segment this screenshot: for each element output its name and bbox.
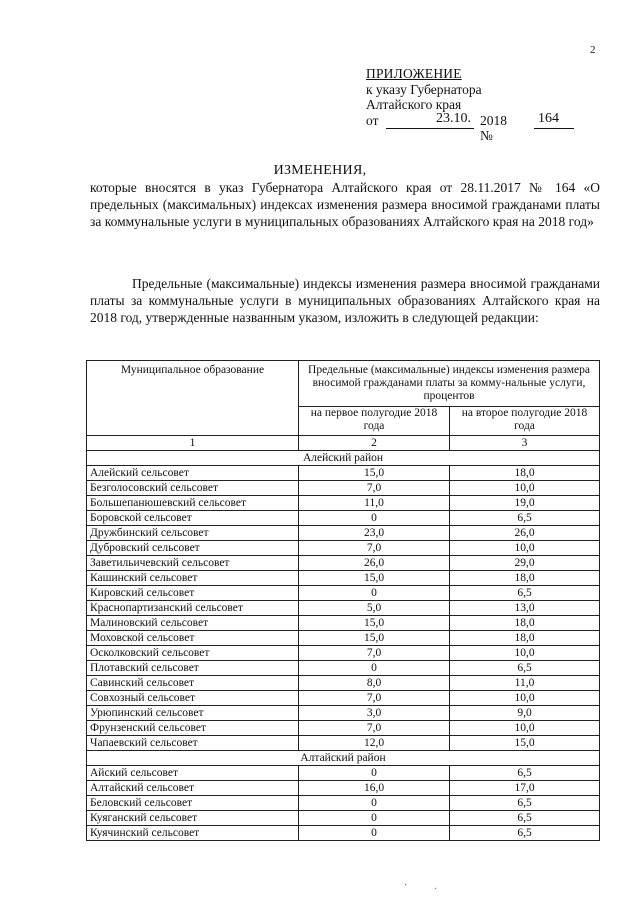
region-name: Алейский район (87, 451, 600, 466)
municipality-name: Кировский сельсовет (87, 586, 299, 601)
second-half-value: 6,5 (450, 511, 600, 526)
table-row (87, 796, 600, 811)
first-half-value: 16,0 (299, 781, 450, 796)
second-half-value: 15,0 (450, 736, 600, 751)
first-half-value: 3,0 (299, 706, 450, 721)
table-row (87, 661, 600, 676)
municipality-name: Малиновский сельсовет (87, 616, 299, 631)
header-first-half: на первое полугодие 2018 года (299, 407, 450, 436)
appendix-line-2: Алтайского края (366, 97, 462, 112)
table-row (87, 616, 600, 631)
first-half-value: 7,0 (299, 541, 450, 556)
table-row (87, 466, 600, 481)
municipality-name: Краснопартизанский сельсовет (87, 601, 299, 616)
first-half-value: 15,0 (299, 616, 450, 631)
second-half-value: 18,0 (450, 616, 600, 631)
table-row (87, 511, 600, 526)
first-half-value: 0 (299, 796, 450, 811)
scan-mark: · (404, 880, 408, 891)
second-half-value: 18,0 (450, 631, 600, 646)
year-label: 2018 № (480, 112, 507, 143)
table-row (87, 721, 600, 736)
municipality-name: Боровской сельсовет (87, 511, 299, 526)
decree-date: 23.10. (436, 110, 471, 126)
second-half-value: 11,0 (450, 676, 600, 691)
second-half-value: 10,0 (450, 481, 600, 496)
municipality-name: Алейский сельсовет (87, 466, 299, 481)
table-row (87, 676, 600, 691)
municipality-name: Кашинский сельсовет (87, 571, 299, 586)
first-half-value: 5,0 (299, 601, 450, 616)
scan-mark-2: · (434, 884, 438, 895)
appendix-line-1: к указу Губернатора (366, 81, 482, 97)
table-row (87, 631, 600, 646)
first-half-value: 26,0 (299, 556, 450, 571)
appendix-title: ПРИЛОЖЕНИЕ (366, 66, 462, 81)
first-half-value: 23,0 (299, 526, 450, 541)
municipality-name: Осколковский сельсовет (87, 646, 299, 661)
table-row (87, 736, 600, 751)
intro-paragraph (90, 275, 600, 326)
first-half-value: 12,0 (299, 736, 450, 751)
table-row (87, 586, 600, 601)
municipality-name: Совхозный сельсовет (87, 691, 299, 706)
second-half-value: 6,5 (450, 826, 600, 841)
first-half-value: 0 (299, 586, 450, 601)
indices-table (86, 360, 600, 841)
second-half-value: 13,0 (450, 601, 600, 616)
table-row (87, 496, 600, 511)
table-row (87, 766, 600, 781)
first-half-value: 0 (299, 661, 450, 676)
decree-number: 164 (538, 110, 559, 126)
table-row (87, 826, 600, 841)
table-row (87, 781, 600, 796)
municipality-name: Заветильичевский сельсовет (87, 556, 299, 571)
first-half-value: 0 (299, 811, 450, 826)
table-body (87, 451, 600, 841)
second-half-value: 6,5 (450, 661, 600, 676)
first-half-value: 0 (299, 826, 450, 841)
second-half-value: 26,0 (450, 526, 600, 541)
municipality-name: Безголосовский сельсовет (87, 481, 299, 496)
first-half-value: 7,0 (299, 646, 450, 661)
second-half-value: 18,0 (450, 466, 600, 481)
header-municipality: Муниципальное образование (87, 361, 299, 436)
second-half-value: 6,5 (450, 811, 600, 826)
region-name: Алтайский район (87, 751, 600, 766)
region-row (87, 451, 600, 466)
municipality-name: Алтайский сельсовет (87, 781, 299, 796)
second-half-value: 29,0 (450, 556, 600, 571)
table-row (87, 541, 600, 556)
municipality-name: Урюпинский сельсовет (87, 706, 299, 721)
municipality-name: Савинский сельсовет (87, 676, 299, 691)
date-underline (386, 128, 474, 129)
municipality-name: Чапаевский сельсовет (87, 736, 299, 751)
second-half-value: 6,5 (450, 796, 600, 811)
second-half-value: 17,0 (450, 781, 600, 796)
municipality-name: Большепанюшевский сельсовет (87, 496, 299, 511)
first-half-value: 15,0 (299, 466, 450, 481)
appendix-block (366, 66, 559, 143)
header-group: Предельные (максимальные) индексы изменения размера вносимой гражданами платы за комму-нальные услуги, процентов (299, 361, 600, 407)
number-underline (534, 128, 574, 129)
intro-text: Предельные (максимальные) индексы изменения размера вносимой гражданами платы за коммунальные услуги в муниципальных образованиях Алтайского края на 2018 год, утвержденные названным указом, изложить в следующей редакции: (90, 276, 600, 325)
second-half-value: 10,0 (450, 646, 600, 661)
table-row (87, 811, 600, 826)
page-number: 2 (590, 44, 596, 56)
first-half-value: 7,0 (299, 481, 450, 496)
from-label: от (366, 112, 379, 128)
first-half-value: 7,0 (299, 721, 450, 736)
second-half-value: 10,0 (450, 721, 600, 736)
second-half-value: 18,0 (450, 571, 600, 586)
first-half-value: 8,0 (299, 676, 450, 691)
header-second-half: на второе полугодие 2018 года (450, 407, 600, 436)
municipality-name: Дружбинский сельсовет (87, 526, 299, 541)
municipality-name: Моховской сельсовет (87, 631, 299, 646)
municipality-name: Куячинский сельсовет (87, 826, 299, 841)
appendix-date-line (366, 110, 559, 143)
first-half-value: 0 (299, 766, 450, 781)
document-subheading: которые вносятся в указ Губернатора Алтайского края от 28.11.2017 № 164 «О предельных (максимальных) индексах изменения размера вносимой гражданами платы за коммунальные услуги в муниципальных образованиях Алтайского края на 2018 год» (90, 180, 600, 229)
table-row (87, 706, 600, 721)
second-half-value: 6,5 (450, 766, 600, 781)
first-half-value: 7,0 (299, 691, 450, 706)
second-half-value: 10,0 (450, 691, 600, 706)
second-half-value: 6,5 (450, 586, 600, 601)
table-row (87, 646, 600, 661)
second-half-value: 19,0 (450, 496, 600, 511)
document-heading: ИЗМЕНЕНИЯ, (273, 163, 367, 178)
col-number-2: 2 (299, 436, 450, 451)
second-half-value: 9,0 (450, 706, 600, 721)
municipality-name: Куяганский сельсовет (87, 811, 299, 826)
first-half-value: 15,0 (299, 631, 450, 646)
municipality-name: Айский сельсовет (87, 766, 299, 781)
col-number-1: 1 (87, 436, 299, 451)
first-half-value: 15,0 (299, 571, 450, 586)
table-row (87, 556, 600, 571)
municipality-name: Плотавский сельсовет (87, 661, 299, 676)
region-row (87, 751, 600, 766)
table-row (87, 601, 600, 616)
first-half-value: 11,0 (299, 496, 450, 511)
second-half-value: 10,0 (450, 541, 600, 556)
municipality-name: Фрунзенский сельсовет (87, 721, 299, 736)
municipality-name: Беловский сельсовет (87, 796, 299, 811)
col-number-3: 3 (450, 436, 600, 451)
table-row (87, 691, 600, 706)
first-half-value: 0 (299, 511, 450, 526)
table-row (87, 526, 600, 541)
table-row (87, 571, 600, 586)
municipality-name: Дубровский сельсовет (87, 541, 299, 556)
table-row (87, 481, 600, 496)
